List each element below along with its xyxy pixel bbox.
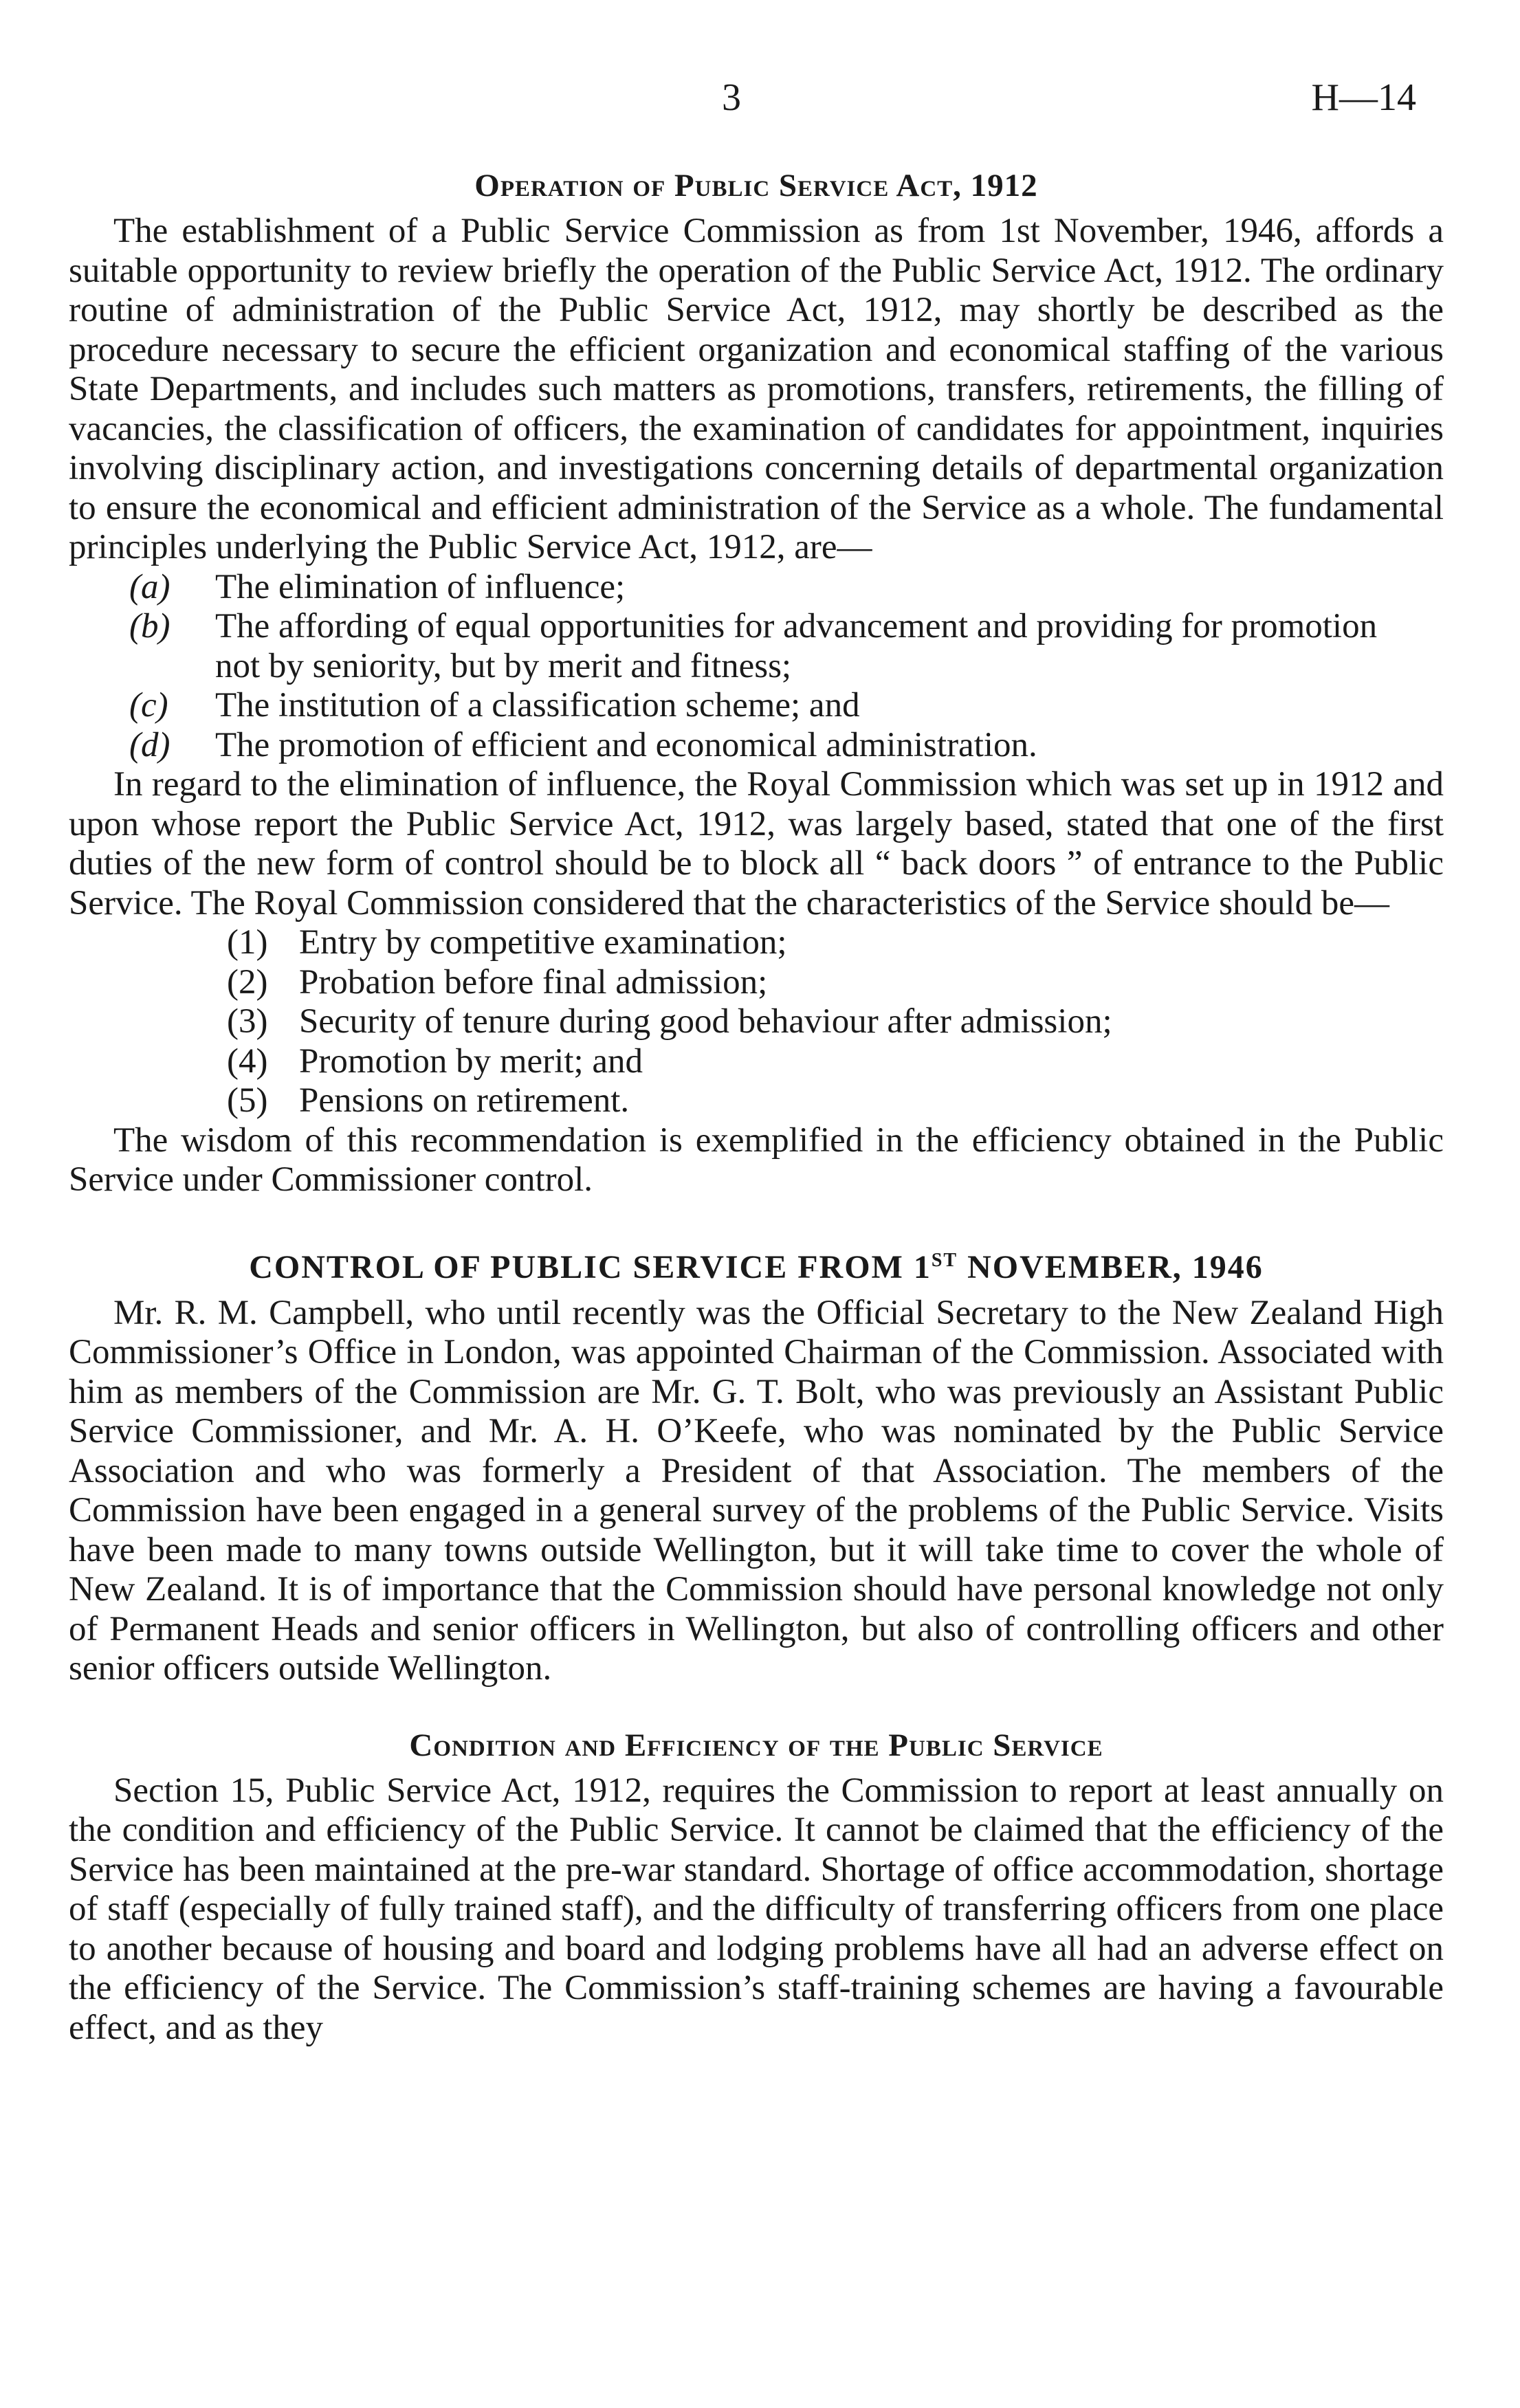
document-page bbox=[69, 62, 1444, 2048]
document-reference: H—14 bbox=[1311, 76, 1416, 119]
paragraph: The wisdom of this recommendation is exemplified in the efficiency obtained in the Public Service under Commissioner control. bbox=[69, 1120, 1444, 1199]
list-item-text: The affording of equal opportunities for advancement and providing for promotion not by seniority, but by merit and fitness; bbox=[215, 607, 1378, 685]
list-item-text: Security of tenure during good behaviour after admission; bbox=[299, 1002, 1112, 1041]
section-control bbox=[69, 1240, 1444, 1689]
list-item bbox=[69, 726, 1444, 766]
section-heading-control bbox=[69, 1240, 1444, 1288]
list-item bbox=[69, 686, 1444, 726]
list-item-label: (a) bbox=[129, 567, 170, 606]
section-heading-operation: Operation of Public Service Act, 1912 bbox=[474, 168, 1038, 203]
list-item-text: The elimination of influence; bbox=[215, 567, 626, 606]
list-item-text: Probation before final admission; bbox=[299, 962, 768, 1002]
page-number: 3 bbox=[722, 76, 741, 119]
paragraph: Mr. R. M. Campbell, who until recently was the Official Secretary to the New Zealand High Commissioner’s Office in London, was appointed Chairman of the Commission. Associated with him as members of the Commission are Mr. G. T. Bolt, who was previously an Assistant Public Service Commissioner, and Mr. A. H. O’Keefe, who was nominated by the Public Service Association and who was formerly a President of that Association. The members of the Commission have been engaged in a general survey of the problems of the Public Service. Visits have been made to many towns outside Wellington, but it will take time to cover the whole of New Zealand. It is of importance that the Commission should have personal knowledge not only of Permanent Heads and senior officers in Wellington, but also of controlling officers and other senior officers outside Wellington. bbox=[69, 1293, 1444, 1688]
list-item-label: (2) bbox=[227, 962, 268, 1002]
list-item bbox=[69, 568, 1444, 608]
list-item-label: (b) bbox=[129, 607, 170, 645]
section-operation bbox=[69, 165, 1444, 1200]
list-item-label: (d) bbox=[129, 725, 170, 764]
heading-text: CONTROL OF PUBLIC SERVICE FROM 1 bbox=[249, 1248, 932, 1285]
list-item-label: (3) bbox=[227, 1002, 268, 1041]
list-item-text: Entry by competitive examination; bbox=[299, 923, 787, 962]
list-item-label: (1) bbox=[227, 923, 268, 962]
list-item-text: Pensions on retirement. bbox=[299, 1081, 630, 1120]
list-item-text: The promotion of efficient and economical administration. bbox=[215, 725, 1037, 764]
heading-superscript: ST bbox=[931, 1249, 958, 1271]
section-condition bbox=[69, 1725, 1444, 2048]
list-item bbox=[69, 1002, 1444, 1042]
list-item-label: (5) bbox=[227, 1081, 268, 1120]
list-item-text: Promotion by merit; and bbox=[299, 1041, 643, 1081]
page-header bbox=[69, 62, 1444, 144]
paragraph: In regard to the elimination of influence, the Royal Commission which was set up in 1912 and upon whose report the Public Service Act, 1912, was largely based, stated that one of the first duties of the new form of control should be to block all “ back doors ” of entrance to the Public Service. The Royal Commission considered that the characteristics of the Service should be— bbox=[69, 765, 1444, 923]
paragraph: Section 15, Public Service Act, 1912, requires the Commission to report at least annually on the condition and efficiency of the Public Service. It cannot be claimed that the efficiency of the Service has been maintained at the pre-war standard. Shortage of office accommodation, shortage of staff (especially of fully trained staff), and the difficulty of transferring officers from one place to another because of housing and board and lodging problems have all had an adverse effect on the efficiency of the Service. The Commission’s staff-training schemes are having a favourable effect, and as they bbox=[69, 1771, 1444, 2047]
list-item bbox=[69, 1042, 1444, 1082]
list-item-label: (4) bbox=[227, 1041, 268, 1081]
characteristics-list bbox=[69, 923, 1444, 1121]
paragraph: The establishment of a Public Service Commission as from 1st November, 1946, affords a suitable opportunity to review briefly the operation of the Public Service Act, 1912. The ordinary routine of administration of the Public Service Act, 1912, may shortly be described as the procedure necessary to secure the efficient organization and economical staffing of the various State Departments, and includes such matters as promotions, transfers, retirements, the filling of vacancies, the classification of officers, the examination of candidates for appointment, inquiries involving disciplinary action, and investigations concerning details of departmental organization to ensure the economical and efficient administration of the Service as a whole. The fundamental principles underlying the Public Service Act, 1912, are— bbox=[69, 212, 1444, 566]
list-item bbox=[69, 963, 1444, 1003]
list-item-text: The institution of a classification scheme; and bbox=[215, 686, 860, 725]
principles-list bbox=[69, 568, 1444, 766]
list-item bbox=[69, 607, 1444, 686]
list-item-label: (c) bbox=[129, 686, 168, 725]
heading-text-tail: NOVEMBER, 1946 bbox=[958, 1248, 1264, 1285]
list-item bbox=[69, 923, 1444, 963]
section-heading-condition: Condition and Efficiency of the Public Service bbox=[409, 1727, 1103, 1763]
list-item bbox=[69, 1081, 1444, 1121]
